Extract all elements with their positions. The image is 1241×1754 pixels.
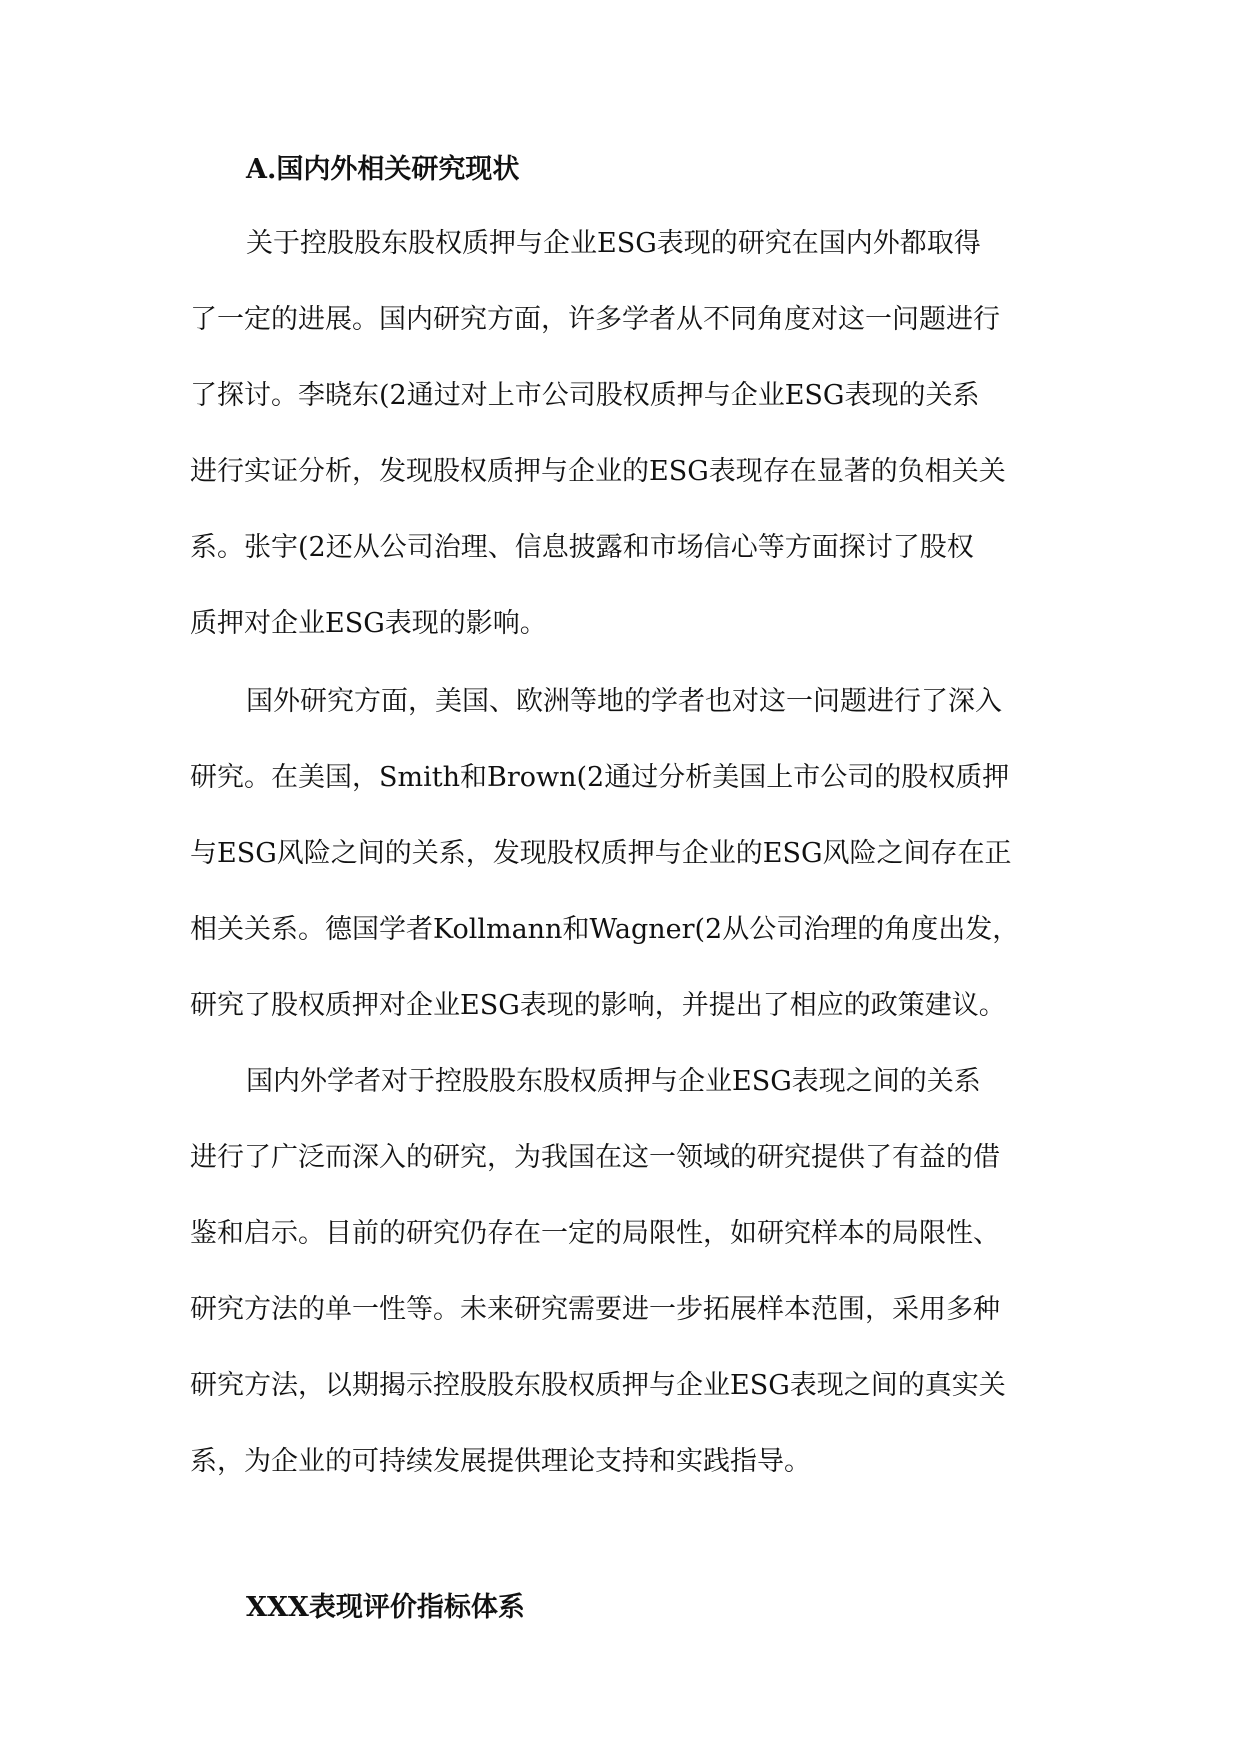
paragraph-line: 相关关系。德国学者Kollmann和Wagner(2从公司治理的角度出发， (190, 914, 1020, 945)
paragraph-line: 关于控股股东股权质押与企业ESG表现的研究在国内外都取得 (246, 228, 981, 259)
paragraph-summary (190, 1064, 1080, 1520)
section-heading-research-status: A.国内外相关研究现状 (246, 154, 520, 185)
paragraph-line: 研究方法，以期揭示控股股东股权质押与企业ESG表现之间的真实关 (190, 1370, 1006, 1401)
paragraph-line: 系，为企业的可持续发展提供理论支持和实践指导。 (190, 1446, 811, 1477)
paragraph-line: 了探讨。李晓东(2通过对上市公司股权质押与企业ESG表现的关系 (190, 380, 980, 411)
paragraph-line: 鉴和启示。目前的研究仍存在一定的局限性，如研究样本的局限性、 (190, 1218, 1000, 1249)
paragraph-foreign-research (190, 684, 1080, 1064)
paragraph-line: 国内外学者对于控股股东股权质押与企业ESG表现之间的关系 (246, 1066, 981, 1097)
paragraph-line: 国外研究方面，美国、欧洲等地的学者也对这一问题进行了深入 (246, 686, 1002, 717)
paragraph-domestic-research (190, 226, 1080, 682)
paragraph-line: 质押对企业ESG表现的影响。 (190, 608, 547, 639)
paragraph-line: 系。张宇(2还从公司治理、信息披露和市场信心等方面探讨了股权 (190, 532, 974, 563)
paragraph-line: 进行了广泛而深入的研究，为我国在这一领域的研究提供了有益的借 (190, 1142, 1000, 1173)
paragraph-line: 进行实证分析，发现股权质押与企业的ESG表现存在显著的负相关关 (190, 456, 1006, 487)
section-heading-evaluation-index: XXX表现评价指标体系 (246, 1592, 525, 1623)
paragraph-line: 研究了股权质押对企业ESG表现的影响，并提出了相应的政策建议。 (190, 990, 1006, 1021)
paragraph-line: 研究。在美国，Smith和Brown(2通过分析美国上市公司的股权质押 (190, 762, 1010, 793)
paragraph-line: 了一定的进展。国内研究方面，许多学者从不同角度对这一问题进行 (190, 304, 1000, 335)
paragraph-line: 研究方法的单一性等。未来研究需要进一步拓展样本范围，采用多种 (190, 1294, 1000, 1325)
paragraph-line: 与ESG风险之间的关系，发现股权质押与企业的ESG风险之间存在正 (190, 838, 1012, 869)
